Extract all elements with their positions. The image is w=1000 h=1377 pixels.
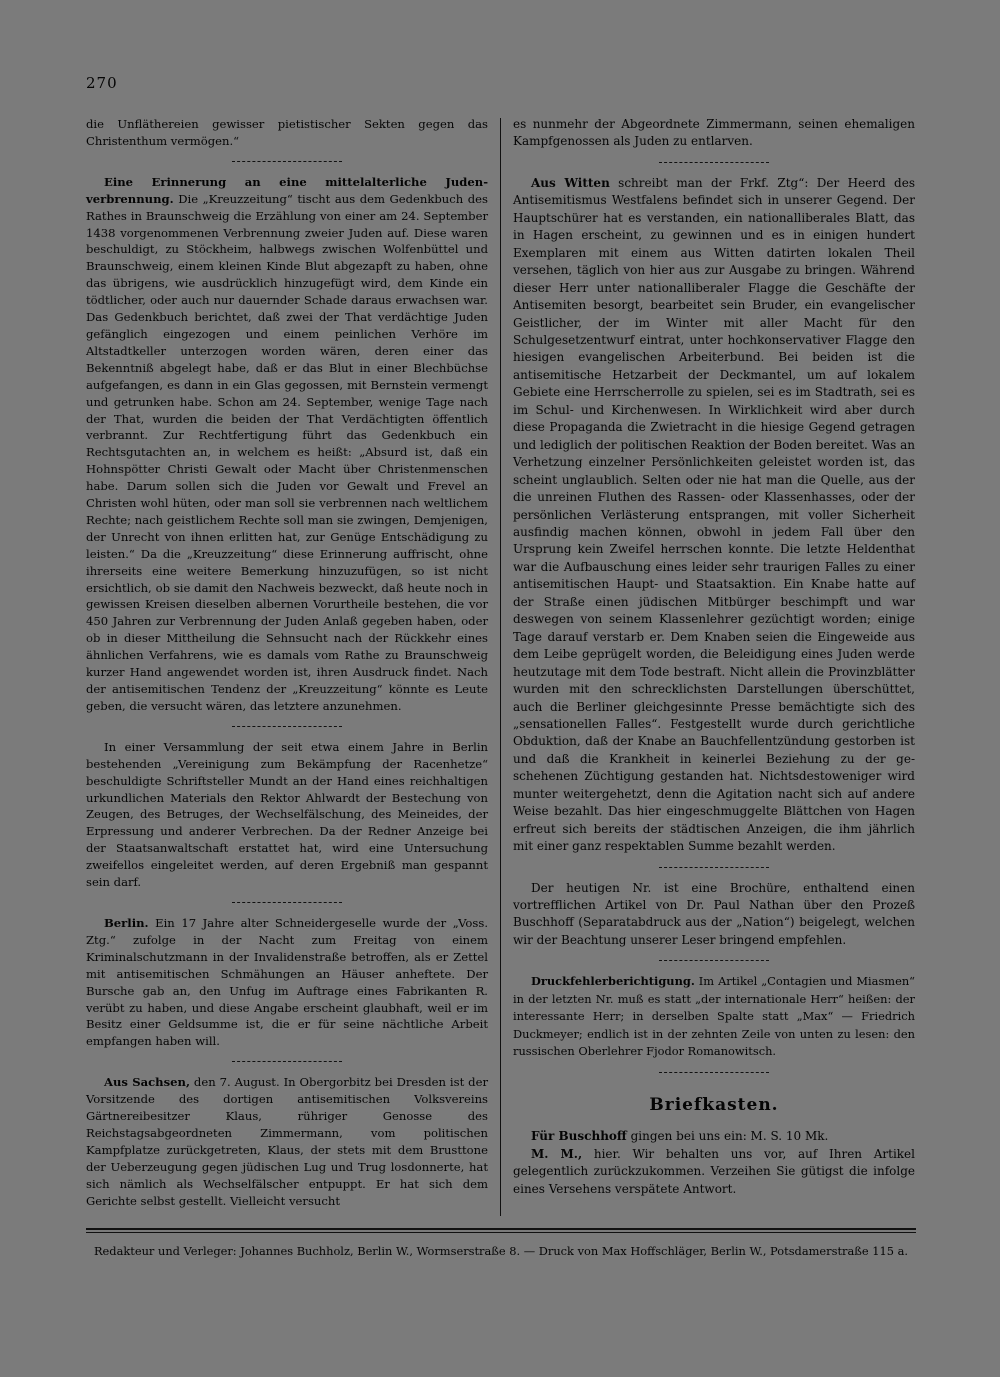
letterbox-entry-head: M. M., [531,1146,583,1161]
letterbox-entry-body: hier. Wir behalten uns vor, auf Ihren Artikel gelegentlich zurückzukommen. Verzeihen Sie gütigst die infolge eines Versehens verspätete Antwort. [513,1146,915,1196]
left-column [86,116,488,1209]
letterbox-entry-head: Für Buschhoff [531,1129,627,1144]
article-continuation: es nunmehr der Abgeordnete Zimmermann, seinen ehemaligen Kampfgenossen als Juden zu entlarven. [513,117,915,149]
footer-rule [86,1232,916,1233]
article-continuation: die Unfläthereien gewisser pietistischer Sekten gegen das Christenthum vermögen.“ [86,117,488,148]
separator [659,867,769,868]
letterbox-entry [513,1146,915,1198]
separator [232,726,342,727]
article-versammlung: In einer Versammlung der seit etwa einem Jahre in Berlin bestehenden „Vereinigung zum Bekämpfung der Racenhetze“ beschuldigte Schriftsteller Mundt an der Hand eines reichhaltigen urkundlichen Materials den Rektor Ahlwardt der Bestechung von Zeugen, des Betruges, der Wechselfälschung, des Meineides, der Erpressung und anderer Verbrechen. Da der Redner Anzeige bei der Staatsanwaltschaft erstattet hat, wird eine Untersuchung zweifellos eingeleitet werden, auf deren Ergebniß man gespannt sein darf. [86,739,488,890]
article-body: Die „Kreuzzeitung“ tischt aus dem Gedenkbuch des Rathes in Braunschweig die Erzählung von einer am 24. September 1438 vorgenommenen Verbrennung zweier Juden auf. Diese waren beschuldigt, zu Stöckheim, halbwegs zwischen Wolfenbüttel und Braunschweig, einem kleinen Kinde Blut abgezapft zu haben, ohne das übrigens, wie ausdrücklich hinzugefügt wird, dem Kinde ein tödtlicher, oder auch nur dauernder Schade daraus erwachsen war. Das Gedenkbuch berichtet, daß zwei der That verdächtige Juden gefänglich eingezogen und einem peinlichen Verhöre im Altstadtkeller unterzogen worden wären, deren einer das Bekenntniß abgelegt habe, daß er das Blut in einer Blechbüchse aufgefangen, es dann in ein Glas gegossen, mit Bernstein vermengt und getrunken habe. Schon am 24. September, wenige Tage nach der That, wurden die beiden der That Verdächtigten öffentlich verbrannt. Zur Rechtfertigung führt das Gedenkbuch ein Rechtsgutachten an, in welchem es heißt: „Absurd ist, daß ein Hohnspötter Christi Gewalt oder Macht über Christenmenschen habe. Darum sollen sich die Juden vor Gewalt und Frevel an Christen wohl hüten, oder man soll sie verbrennen nach weltlichem Rechte; nach geistlichem Rechte soll man sie zwingen, Demjenigen, der Unrecht von ihnen erlitten hat, zur Genüge Entschädigung zu leisten.“ Da die „Kreuzzeitung“ diese Erinnerung auffrischt, ohne ihrerseits eine weitere Bemerkung hinzuzufügen, so ist nicht ersichtlich, ob sie damit den Nachweis bezweckt, daß heute noch in gewissen Kreisen dieselben albernen Vorurtheile bestehen, die vor 450 Jahren zur Verbrennung der Juden Anlaß gegeben haben, oder ob in dieser Mittheilung die Sehnsucht nach der Rückkehr eines ähnlichen Verfahrens, wie es damals vom Rathe zu Braunschweig kurzer Hand angewendet worden ist, ihren Ausdruck findet. Nach der antisemitischen Tendenz der „Kreuzzeitung“ könnte es Leute geben, die versucht wären, das letztere anzunehmen. [86,191,488,713]
separator [232,161,342,162]
errata-body: Im Artikel „Contagien und Miasmen“ in der letzten Nr. muß es statt „der internationale Herr“ heißen: der interessante Herr; in derselben Spalte statt „Max“ — Friedrich Duckmeyer; endlich ist in der zehnten Zeile von unten zu lesen: den russischen Oberlehrer Fjodor Romanowitsch. [513,974,915,1059]
separator [232,902,342,903]
page-number: 270 [86,74,118,92]
article-headline: Eine Erinnerung an eine mittelalterliche Judenverbrennung. [86,174,488,206]
separator [232,1061,342,1062]
separator [659,960,769,961]
errata-headline: Druckfehlerberichtigung. [531,974,695,989]
article-berlin [86,915,488,1050]
errata [513,973,915,1061]
article-body: Ein 17 Jahre alter Schneidergeselle wurde der „Voss. Ztg.“ zufolge in der Nacht zum Freitag von einem Kriminalschutzmann in der Invalidenstraße betroffen, als er Zettel mit antisemitischen Schmähungen an Häuser anheftete. Der Bursche gab an, den Unfug im Auftrage eines Fabrikanten R. verübt zu haben, und diese Angabe erscheint glaubhaft, weil er im Besitz einer Geldsumme ist, die er für seine nächtliche Arbeit empfangen haben will. [86,915,488,1049]
article-headline: Aus Sachsen, [104,1075,190,1090]
right-column [513,116,915,1198]
letterbox-entry-body: gingen bei uns ein: M. S. 10 Mk. [626,1129,829,1144]
article-body: schreibt man der Frkf. Ztg“: Der Heerd des Antisemitismus Westfalens befindet sich in unserer Gegend. Der Hauptschürer hat es verstanden, ein nationalliberales Blatt, das in Hagen erscheint, zu gewinnen und es in einigen hundert Exemplaren mit einem aus Witten datirten lokalen Theil versehen, täglich von hier aus zur Ausgabe zu bringen. Während dieser Herr unter nationalliberaler Flagge die Geschäfte der Antisemiten besorgt, bearbeitet sein Bruder, ein evangelischer Geistlicher, der im Winter mit aller Macht für den Schulgesetzentwurf eintrat, unter hochkonservativer Flagge den hiesigen evangelischen Arbeiterbund. Bei beiden ist die antisemitische Hetzarbeit der Deckmantel, um auf lokalem Gebiete eine Herrscherrolle zu spielen, sei es im Stadtrath, sei es im Schul- und Kirchenwesen. In Wirklichkeit wird aber durch diese Propaganda die Zwietracht in die hiesige Gegend getragen und lediglich der politischen Reaktion der Boden bereitet. Was an Verhetzung einzelner Persönlichkeiten geleistet worden ist, das scheint unglaublich. Selten oder nie hat man die Quelle, aus der die unreinen Fluthen des Rassen- oder Klassenhasses, oder der persönlichen Verlästerung entsprangen, mit voller Sicherheit ausfindig machen können, obwohl in jedem Fall über den Ursprung kein Zweifel herrschen konnte. Die letzte Heldenthat war die Aufbauschung eines leider sehr traurigen Falles zu einer antisemitischen Haupt- und Staatsaktion. Ein Knabe hatte auf der Straße einen jüdischen Mitbürger beschimpft und war deswegen von seinem Klassenlehrer gezüchtigt worden; einige Tage darauf verstarb er. Dem Knaben seien die Eingeweide aus dem Leibe geprügelt worden, die Beleidigung eines Juden werde heutzutage mit dem Tode bestraft. Nicht allein die Provinzblätter wurden mit den schrecklichsten Darstellungen überschüttet, auch die Berliner gleichgesinnte Presse bemächtigte sich des „sensationellen Falles“. Festgestellt wurde durch gerichtliche Obduktion, daß der Knabe an Bauchfellentzündung gestorben ist und daß die Krankheit in keinerlei Beziehung zu der geschehenen Züchtigung gestanden hat. Nichtsdestoweniger wird munter weitergehetzt, denn die Agitation nacht sich auf andere Weise bezahlt. Das hier eingeschmuggelte Blättchen von Hagen erfreut sich bereits der städtischen Anzeigen, die ihm jährlich mit einer ganz respektablen Summe bezahlt werden. [513,175,915,854]
article-witten [513,175,915,856]
article-judenverbrennung [86,174,488,715]
footer-rule [86,1228,916,1230]
article-headline: Aus Witten [531,175,610,190]
letterbox-entry [513,1128,915,1145]
separator [659,1072,769,1073]
column-divider [500,118,501,1216]
notice-brochure: Der heutigen Nr. ist eine Brochüre, enthaltend einen vortrefflichen Artikel von Dr. Paul Nathan über den Prozeß Buschhoff (Separatabdruck aus der „Nation“) beigelegt, welchen wir der Beachtung unserer Leser bringend empfehlen. [513,880,915,947]
imprint-footer: Redakteur und Verleger: Johannes Buchholz, Berlin W., Wormserstraße 8. — Druck von Max Hoffschläger, Berlin W., Potsdamerstraße 115 a. [93,1244,909,1258]
article-sachsen [86,1074,488,1209]
article-body: den 7. August. In Obergorbitz bei Dresden ist der Vorsitzende des dortigen antisemitischen Volksvereins Gärtnereibesitzer Klaus, rühriger Genosse des Reichstagsabgeordneten Zimmermann, vom politischen Kampfplatze zurückgetreten, Klaus, der stets mit dem Brusttone der Ueberzeugung gegen jüdischen Lug und Trug losdonnerte, hat sich nämlich als Wechselfälscher entpuppt. Er hat sich dem Gerichte selbst gestellt. Vielleicht versucht [86,1075,488,1208]
article-headline: Berlin. [104,915,149,930]
separator [659,162,769,163]
letterbox-heading: Briefkasten. [649,1094,779,1115]
